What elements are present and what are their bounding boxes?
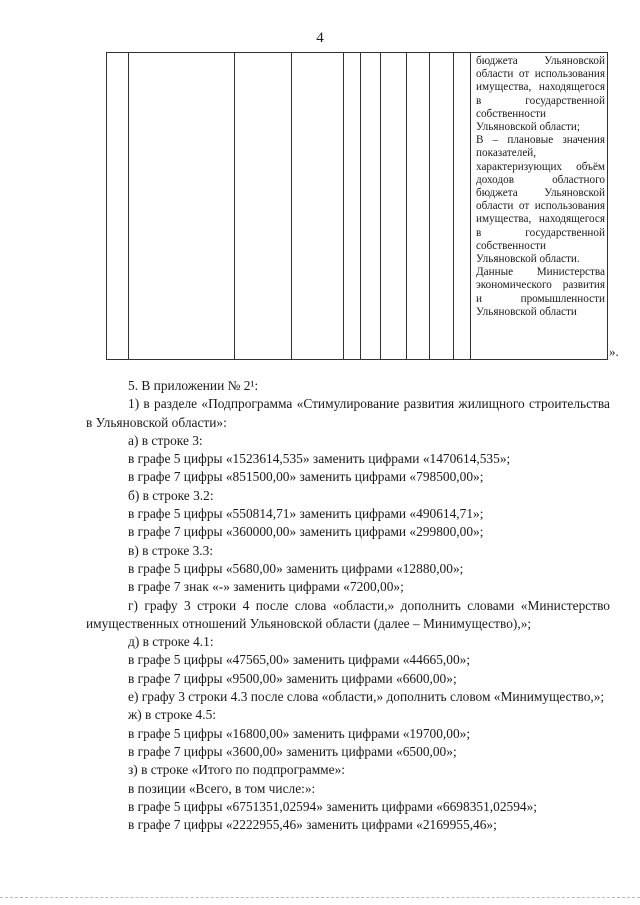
table-cell [129, 53, 235, 360]
paragraph: в графе 5 цифры «550814,71» заменить цифрами «490614,71»; [128, 506, 484, 522]
amendment-text [86, 377, 610, 834]
paragraph: в графе 7 цифры «360000,00» заменить цифрами «299800,00»; [128, 524, 484, 540]
paragraph: б) в строке 3.2: [128, 487, 214, 503]
paragraph: в графе 5 цифры «6751351,02594» заменить цифрами «6698351,02594»; [128, 798, 538, 814]
paragraph: в графе 7 цифры «3600,00» заменить цифрами «6500,00»; [128, 743, 457, 759]
table-cell [361, 53, 381, 360]
paragraph: в графе 7 цифры «851500,00» заменить цифрами «798500,00»; [128, 469, 484, 485]
paragraph: е) графу 3 строки 4.3 после слова «области,» дополнить словом «Минимущество,»; [128, 689, 605, 705]
description-text: Данные Министерства экономического развития и промышленности Ульяновской области [476, 266, 605, 318]
table-cell [344, 53, 361, 360]
table-cell [292, 53, 344, 360]
description-text: бюджета Ульяновской области от использования имущества, находящегося в государственной собственности Ульяновской области; [476, 55, 605, 134]
table-cell [107, 53, 129, 360]
paragraph: в графе 7 цифры «9500,00» заменить цифрами «6600,00»; [128, 670, 457, 686]
paragraph: 1) в разделе «Подпрограмма «Стимулирование развития жилищного строительства в Ульяновской области»: [86, 396, 610, 430]
paragraph: 5. В приложении № 2¹: [128, 378, 259, 393]
table-cell [407, 53, 430, 360]
table-cell [235, 53, 292, 360]
table-cell-description [471, 53, 608, 360]
page-number: 4 [316, 30, 324, 46]
paragraph: з) в строке «Итого по подпрограмме»: [128, 762, 346, 778]
paragraph: а) в строке 3: [128, 432, 203, 448]
paragraph: в графе 7 цифры «2222955,46» заменить цифрами «2169955,46»; [128, 817, 497, 833]
paragraph: г) графу 3 строки 4 после слова «области,» дополнить словами «Министерство имущественных отношений Ульяновской области (далее – Минимущество),»; [86, 597, 610, 631]
table-fragment [106, 52, 608, 360]
paragraph: в графе 5 цифры «5680,00» заменить цифрами «12880,00»; [128, 560, 464, 576]
paragraph: в графе 7 знак «-» заменить цифрами «7200,00»; [128, 579, 404, 595]
table-cell [430, 53, 454, 360]
closing-quote: ». [609, 344, 619, 359]
paragraph: ж) в строке 4.5: [128, 707, 217, 723]
paragraph: в графе 5 цифры «47565,00» заменить цифрами «44665,00»; [128, 652, 471, 668]
paragraph: д) в строке 4.1: [128, 634, 214, 650]
table-row [107, 53, 608, 360]
table-cell [454, 53, 471, 360]
scan-edge [0, 897, 640, 901]
paragraph: в графе 5 цифры «1523614,535» заменить цифрами «1470614,535»; [128, 451, 511, 467]
paragraph: в) в строке 3.3: [128, 542, 214, 558]
table-cell [381, 53, 407, 360]
paragraph: в графе 5 цифры «16800,00» заменить цифрами «19700,00»; [128, 725, 471, 741]
paragraph: в позиции «Всего, в том числе:»: [128, 780, 316, 796]
description-text: B – плановые значения показателей, характеризующих объём доходов областного бюджета Ульяновской области от использования имущества, находящегося в государственной собственности Ульяновской области. [476, 134, 605, 266]
